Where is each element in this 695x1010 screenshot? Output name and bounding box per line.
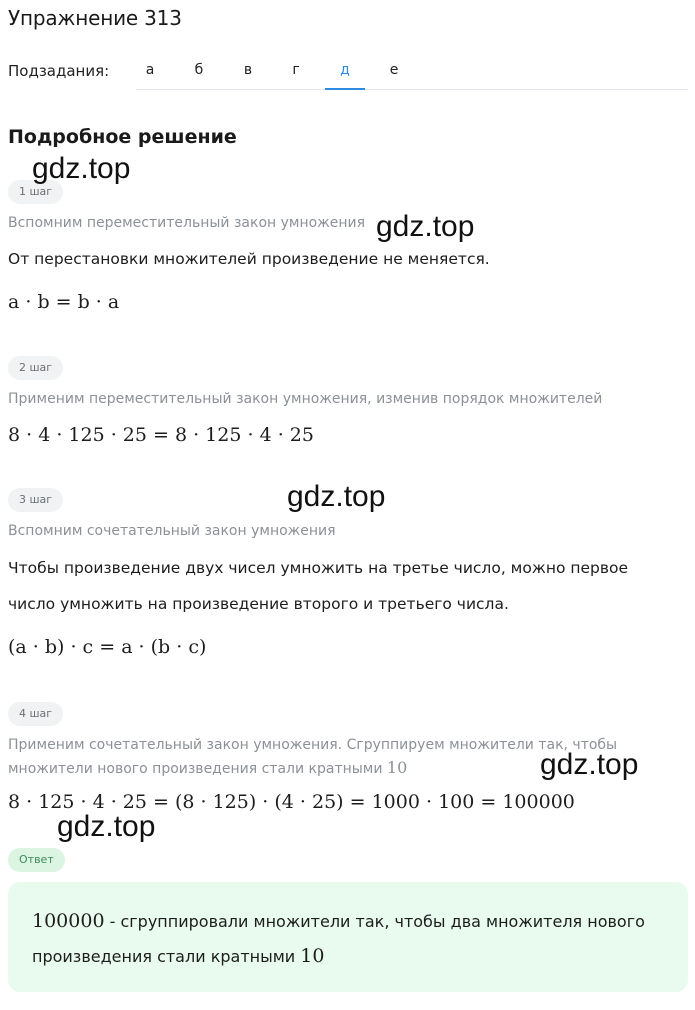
watermark: gdz.top (57, 810, 156, 843)
watermark: gdz.top (32, 152, 131, 185)
watermark: gdz.top (540, 748, 639, 781)
solution-title: Подробное решение (8, 126, 237, 148)
answer-text-1: - сгруппировали множители так, чтобы два множителя нового (104, 912, 645, 931)
step-3-text-line-1: Чтобы произведение двух чисел умножить на третье число, можно первое (8, 559, 629, 577)
tab-g[interactable]: г (292, 62, 300, 78)
tab-d-active[interactable]: д (325, 58, 365, 90)
step-3-badge: 3 шаг (8, 488, 63, 512)
step-1-hint: Вспомним переместительный закон умножения (8, 215, 366, 231)
tab-a[interactable]: а (145, 62, 155, 78)
step-4-hint-line-2 (8, 758, 407, 777)
answer-text-2: произведения стали кратными (32, 947, 296, 966)
step-3-hint: Вспомним сочетательный закон умножения (8, 523, 336, 539)
step-4-hint-line-1: Применим сочетательный закон умножения. Сгруппируем множители так, чтобы (8, 737, 618, 753)
answer-line-1 (32, 910, 645, 932)
step-1-formula: a · b = b · a (8, 291, 120, 313)
step-3-formula: (a · b) · c = a · (b · c) (8, 636, 207, 658)
subtasks-bar (8, 58, 688, 90)
step-2-formula: 8 · 4 · 125 · 25 = 8 · 125 · 4 · 25 (8, 424, 314, 446)
answer-value: 100000 (32, 910, 105, 932)
subtasks-label: Подзадания: (8, 62, 110, 80)
watermark: gdz.top (376, 210, 475, 243)
step-4-hint-text: множители нового произведения стали кратными (8, 761, 383, 777)
step-2-badge: 2 шаг (8, 356, 63, 380)
tab-b[interactable]: б (194, 62, 204, 78)
step-4-hint-number: 10 (386, 758, 408, 777)
step-2-hint: Применим переместительный закон умножения, изменив порядок множителей (8, 391, 603, 407)
step-4-formula: 8 · 125 · 4 · 25 = (8 · 125) · (4 · 25) = 1000 · 100 = 100000 (8, 791, 575, 813)
step-4-badge: 4 шаг (8, 702, 63, 726)
page-title: Упражнение 313 (8, 6, 182, 30)
step-3-text-line-2: число умножить на произведение второго и третьего числа. (8, 595, 509, 613)
answer-box (8, 882, 688, 992)
answer-badge: Ответ (8, 848, 65, 872)
watermark: gdz.top (287, 480, 386, 513)
tab-e[interactable]: е (389, 62, 399, 78)
step-1-badge: 1 шаг (8, 180, 63, 204)
step-1-text: От перестановки множителей произведение не меняется. (8, 250, 490, 268)
answer-number: 10 (300, 945, 325, 967)
answer-line-2 (32, 945, 324, 967)
tab-v[interactable]: в (243, 62, 253, 78)
